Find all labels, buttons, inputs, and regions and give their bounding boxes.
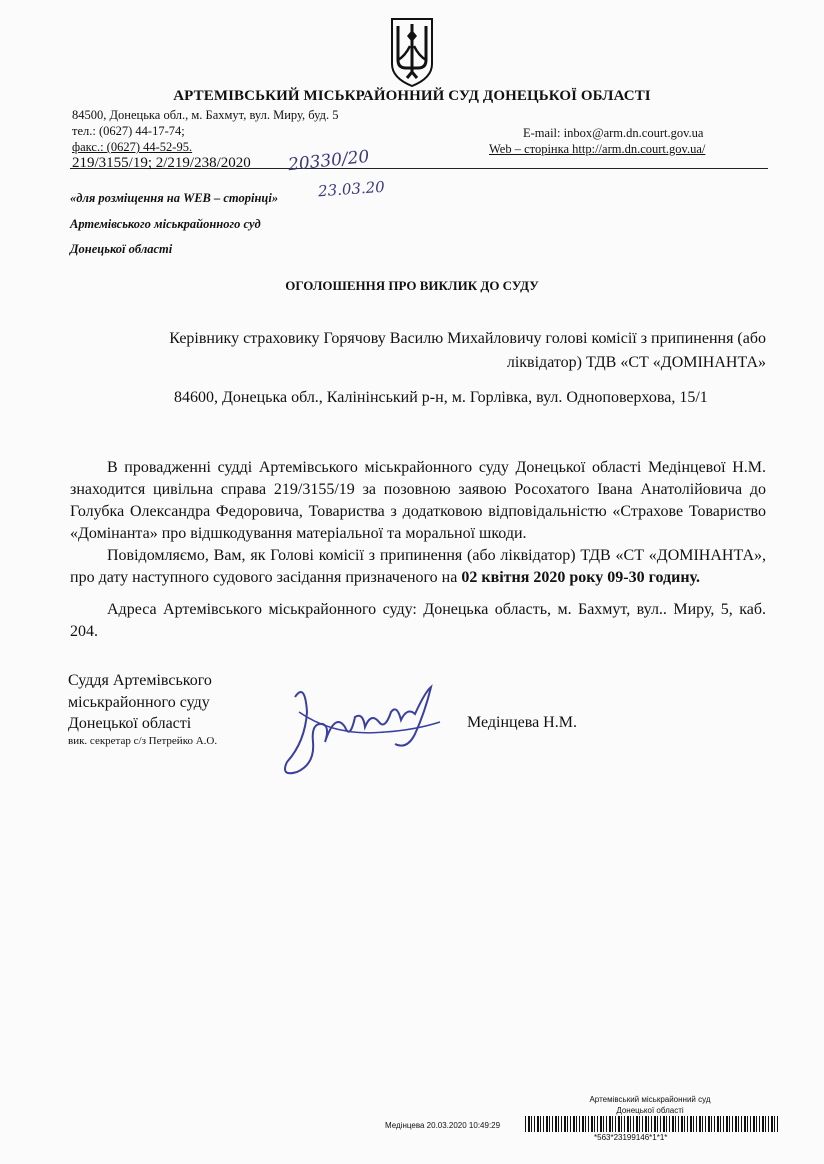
body-paragraph-1: В провадженні судді Артемівського міськрайонного суду Донецької області Медінцевої Н.М. знаходится цивільна справа 219/3155/19 за позовною заявою Росохатого Івана Анатолійовича до Голубка Олександра Федоровича, Товариства з додатковою відповідальністю «Страхове Товариство «Домінанта» про відшкодування матеріальної та моральної шкоди. bbox=[70, 459, 766, 542]
court-web: Web – сторінка http://arm.dn.court.gov.ua/ bbox=[489, 142, 706, 156]
barcode-number: *563*23199146*1*1* bbox=[594, 1133, 668, 1142]
court-address: 84500, Донецька обл., м. Бахмут, вул. Миру, буд. 5 bbox=[72, 108, 339, 122]
reg-number-text: 20330/20 bbox=[287, 146, 371, 176]
judge-name: Медінцева Н.М. bbox=[467, 714, 577, 731]
handwritten-reg-date bbox=[317, 178, 385, 201]
body-paragraph-3: Адреса Артемівського міськрайонного суду: Донецька область, м. Бахмут, вул.. Миру, 5, каб. 204. bbox=[70, 601, 766, 640]
body-paragraph-2-text: Повідомляємо, Вам, як Голові комісії з припинення (або ліквідатор) ТДВ «СТ «ДОМІНАНТА», про дату наступного судового засідання призначеного на bbox=[70, 547, 766, 586]
addressee-line-2: Артемівського міськрайонного суд bbox=[70, 217, 261, 231]
court-fax: факс.: (0627) 44-52-95. bbox=[72, 140, 193, 154]
signature-title-2: міськрайонного суду bbox=[68, 694, 210, 711]
stamp-court-line-1: Артемівський міськрайонний суд bbox=[589, 1095, 711, 1104]
recipient-line-2: ліквідатор) ТДВ «СТ «ДОМІНАНТА» bbox=[506, 354, 766, 371]
barcode bbox=[525, 1116, 779, 1132]
signature-title-3: Донецької області bbox=[68, 715, 192, 732]
header-divider bbox=[70, 168, 768, 169]
case-numbers: 219/3155/19; 2/219/238/2020 bbox=[72, 155, 251, 171]
handwritten-reg-number bbox=[287, 147, 370, 175]
addressee-line-1: «для розміщення на WEB – сторінці» bbox=[70, 191, 279, 205]
signature-title-1: Суддя Артемівського bbox=[68, 672, 212, 689]
court-email: E-mail: inbox@arm.dn.court.gov.ua bbox=[523, 126, 704, 140]
stamp-court-line-2: Донецької області bbox=[616, 1106, 684, 1115]
secretary-note: вик. секретар с/з Петрейко А.О. bbox=[68, 735, 218, 747]
recipient-address: 84600, Донецька обл., Калінінський р-н, м. Горлівка, вул. Одноповерхова, 15/1 bbox=[174, 389, 708, 406]
coat-of-arms-icon bbox=[389, 16, 435, 88]
signature-image bbox=[275, 672, 455, 792]
recipient-line-1: Керівнику страховику Горячову Василю Михайловичу голові комісії з припинення (або bbox=[169, 330, 766, 347]
addressee-line-3: Донецької області bbox=[70, 242, 173, 256]
court-name: АРТЕМІВСЬКИЙ МІСЬКРАЙОННИЙ СУД ДОНЕЦЬКОЇ ОБЛАСТІ bbox=[173, 88, 651, 104]
stamp-date-line: Медінцева 20.03.2020 10:49:29 bbox=[385, 1121, 501, 1130]
court-phone: тел.: (0627) 44-17-74; bbox=[72, 124, 185, 138]
hearing-date: 02 квітня 2020 року 09-30 годину. bbox=[461, 569, 700, 586]
notice-title: ОГОЛОШЕННЯ ПРО ВИКЛИК ДО СУДУ bbox=[285, 278, 539, 293]
reg-date-text: 23.03.20 bbox=[317, 177, 386, 201]
body-paragraph-2 bbox=[70, 545, 766, 589]
